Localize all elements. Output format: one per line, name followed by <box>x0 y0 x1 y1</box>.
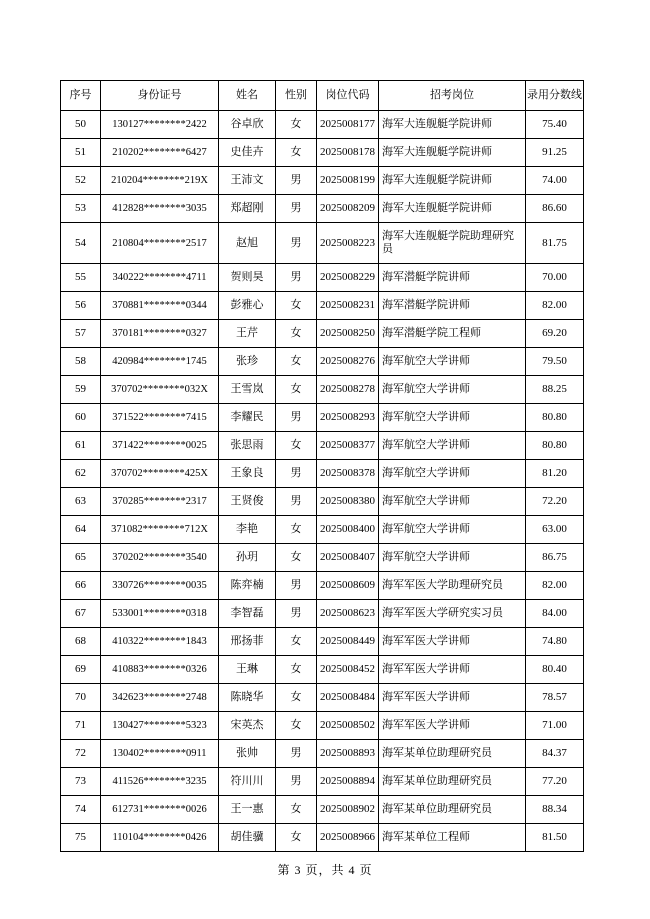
cell-position: 海军某单位工程师 <box>379 824 526 852</box>
cell-gender: 男 <box>276 404 317 432</box>
table-row <box>61 516 584 544</box>
cell-gender: 女 <box>276 139 317 167</box>
table-row <box>61 111 584 139</box>
cell-id-number: 370702********425X <box>101 460 219 488</box>
cell-id-number: 371082********712X <box>101 516 219 544</box>
cell-id-number: 330726********0035 <box>101 572 219 600</box>
cell-score-line: 86.60 <box>526 195 584 223</box>
cell-position-code: 2025008502 <box>317 712 379 740</box>
cell-name: 王琳 <box>219 656 276 684</box>
cell-index: 67 <box>61 600 101 628</box>
column-header-index: 序号 <box>61 81 101 111</box>
cell-gender: 女 <box>276 796 317 824</box>
cell-score-line: 79.50 <box>526 348 584 376</box>
cell-name: 王雪岚 <box>219 376 276 404</box>
cell-score-line: 86.75 <box>526 544 584 572</box>
cell-name: 胡佳骥 <box>219 824 276 852</box>
table-row <box>61 684 584 712</box>
cell-gender: 男 <box>276 460 317 488</box>
cell-name: 王象良 <box>219 460 276 488</box>
cell-id-number: 612731********0026 <box>101 796 219 824</box>
cell-name: 王芹 <box>219 320 276 348</box>
cell-gender: 男 <box>276 264 317 292</box>
cell-position: 海军军医大学讲师 <box>379 628 526 656</box>
cell-index: 71 <box>61 712 101 740</box>
cell-name: 邢扬菲 <box>219 628 276 656</box>
cell-name: 王沛文 <box>219 167 276 195</box>
cell-index: 55 <box>61 264 101 292</box>
cell-position-code: 2025008250 <box>317 320 379 348</box>
cell-index: 54 <box>61 223 101 264</box>
cell-name: 王一惠 <box>219 796 276 824</box>
table-row <box>61 264 584 292</box>
cell-score-line: 80.80 <box>526 432 584 460</box>
cell-score-line: 80.40 <box>526 656 584 684</box>
cell-gender: 女 <box>276 656 317 684</box>
cell-id-number: 110104********0426 <box>101 824 219 852</box>
cell-position-code: 2025008293 <box>317 404 379 432</box>
table-row <box>61 740 584 768</box>
cell-name: 史佳卉 <box>219 139 276 167</box>
cell-position: 海军潜艇学院工程师 <box>379 320 526 348</box>
cell-name: 符川川 <box>219 768 276 796</box>
cell-gender: 男 <box>276 600 317 628</box>
cell-position: 海军大连舰艇学院助理研究员 <box>379 223 526 264</box>
cell-name: 陈晓华 <box>219 684 276 712</box>
cell-index: 73 <box>61 768 101 796</box>
cell-id-number: 370881********0344 <box>101 292 219 320</box>
cell-name: 彭雅心 <box>219 292 276 320</box>
table-header-row <box>61 81 584 111</box>
cell-position: 海军大连舰艇学院讲师 <box>379 139 526 167</box>
cell-index: 53 <box>61 195 101 223</box>
cell-score-line: 77.20 <box>526 768 584 796</box>
cell-id-number: 411526********3235 <box>101 768 219 796</box>
cell-score-line: 91.25 <box>526 139 584 167</box>
cell-name: 李耀民 <box>219 404 276 432</box>
cell-position: 海军航空大学讲师 <box>379 544 526 572</box>
cell-position-code: 2025008223 <box>317 223 379 264</box>
cell-index: 52 <box>61 167 101 195</box>
cell-score-line: 80.80 <box>526 404 584 432</box>
cell-score-line: 81.50 <box>526 824 584 852</box>
cell-index: 57 <box>61 320 101 348</box>
cell-position: 海军大连舰艇学院讲师 <box>379 111 526 139</box>
cell-name: 宋英杰 <box>219 712 276 740</box>
cell-name: 贺则昊 <box>219 264 276 292</box>
cell-gender: 男 <box>276 167 317 195</box>
cell-id-number: 210804********2517 <box>101 223 219 264</box>
cell-gender: 女 <box>276 712 317 740</box>
cell-score-line: 88.25 <box>526 376 584 404</box>
cell-position-code: 2025008178 <box>317 139 379 167</box>
cell-id-number: 370702********032X <box>101 376 219 404</box>
cell-gender: 女 <box>276 376 317 404</box>
cell-gender: 女 <box>276 320 317 348</box>
cell-gender: 女 <box>276 111 317 139</box>
cell-position: 海军军医大学讲师 <box>379 656 526 684</box>
cell-score-line: 84.37 <box>526 740 584 768</box>
cell-index: 74 <box>61 796 101 824</box>
cell-position: 海军某单位助理研究员 <box>379 740 526 768</box>
cell-index: 61 <box>61 432 101 460</box>
cell-score-line: 70.00 <box>526 264 584 292</box>
cell-gender: 男 <box>276 488 317 516</box>
cell-index: 60 <box>61 404 101 432</box>
cell-gender: 女 <box>276 348 317 376</box>
cell-index: 70 <box>61 684 101 712</box>
cell-position-code: 2025008231 <box>317 292 379 320</box>
cell-position: 海军大连舰艇学院讲师 <box>379 195 526 223</box>
table-row <box>61 292 584 320</box>
cell-id-number: 130427********5323 <box>101 712 219 740</box>
cell-position: 海军军医大学讲师 <box>379 712 526 740</box>
cell-score-line: 81.75 <box>526 223 584 264</box>
column-header-score-line: 录用分数线 <box>526 81 584 111</box>
cell-gender: 男 <box>276 768 317 796</box>
cell-id-number: 340222********4711 <box>101 264 219 292</box>
cell-gender: 女 <box>276 432 317 460</box>
cell-position-code: 2025008609 <box>317 572 379 600</box>
cell-gender: 女 <box>276 516 317 544</box>
cell-score-line: 74.80 <box>526 628 584 656</box>
cell-index: 50 <box>61 111 101 139</box>
cell-score-line: 72.20 <box>526 488 584 516</box>
table-row <box>61 223 584 264</box>
cell-gender: 男 <box>276 740 317 768</box>
cell-gender: 男 <box>276 572 317 600</box>
cell-position: 海军某单位助理研究员 <box>379 768 526 796</box>
cell-name: 王贤俊 <box>219 488 276 516</box>
cell-id-number: 371422********0025 <box>101 432 219 460</box>
table-row <box>61 376 584 404</box>
column-header-id-number: 身份证号 <box>101 81 219 111</box>
cell-id-number: 533001********0318 <box>101 600 219 628</box>
recruitment-score-table <box>60 80 584 852</box>
cell-score-line: 82.00 <box>526 292 584 320</box>
cell-position: 海军潜艇学院讲师 <box>379 292 526 320</box>
cell-id-number: 410322********1843 <box>101 628 219 656</box>
cell-id-number: 342623********2748 <box>101 684 219 712</box>
cell-index: 56 <box>61 292 101 320</box>
table-row <box>61 768 584 796</box>
cell-position-code: 2025008199 <box>317 167 379 195</box>
cell-name: 李艳 <box>219 516 276 544</box>
table-row <box>61 572 584 600</box>
cell-name: 李智磊 <box>219 600 276 628</box>
cell-position: 海军军医大学讲师 <box>379 684 526 712</box>
table-row <box>61 404 584 432</box>
cell-position-code: 2025008400 <box>317 516 379 544</box>
cell-id-number: 130402********0911 <box>101 740 219 768</box>
cell-name: 郑超刚 <box>219 195 276 223</box>
cell-score-line: 71.00 <box>526 712 584 740</box>
cell-id-number: 210204********219X <box>101 167 219 195</box>
cell-score-line: 69.20 <box>526 320 584 348</box>
cell-index: 66 <box>61 572 101 600</box>
cell-index: 64 <box>61 516 101 544</box>
cell-index: 72 <box>61 740 101 768</box>
cell-position-code: 2025008229 <box>317 264 379 292</box>
cell-score-line: 75.40 <box>526 111 584 139</box>
cell-id-number: 420984********1745 <box>101 348 219 376</box>
cell-position-code: 2025008177 <box>317 111 379 139</box>
table-row <box>61 824 584 852</box>
cell-index: 62 <box>61 460 101 488</box>
table-row <box>61 167 584 195</box>
cell-score-line: 63.00 <box>526 516 584 544</box>
cell-position: 海军军医大学助理研究员 <box>379 572 526 600</box>
cell-gender: 女 <box>276 292 317 320</box>
page-indicator: 第 3 页，共 4 页 <box>277 863 373 877</box>
cell-position-code: 2025008276 <box>317 348 379 376</box>
column-header-gender: 性别 <box>276 81 317 111</box>
cell-gender: 男 <box>276 195 317 223</box>
cell-score-line: 82.00 <box>526 572 584 600</box>
cell-position-code: 2025008209 <box>317 195 379 223</box>
cell-gender: 女 <box>276 628 317 656</box>
cell-name: 赵旭 <box>219 223 276 264</box>
cell-score-line: 88.34 <box>526 796 584 824</box>
table-row <box>61 656 584 684</box>
cell-gender: 女 <box>276 824 317 852</box>
table-row <box>61 195 584 223</box>
cell-position: 海军航空大学讲师 <box>379 376 526 404</box>
table-row <box>61 488 584 516</box>
column-header-position: 招考岗位 <box>379 81 526 111</box>
cell-index: 63 <box>61 488 101 516</box>
cell-position: 海军大连舰艇学院讲师 <box>379 167 526 195</box>
table-row <box>61 600 584 628</box>
cell-position-code: 2025008623 <box>317 600 379 628</box>
cell-id-number: 370202********3540 <box>101 544 219 572</box>
cell-gender: 女 <box>276 544 317 572</box>
cell-name: 张帅 <box>219 740 276 768</box>
cell-id-number: 412828********3035 <box>101 195 219 223</box>
cell-position-code: 2025008449 <box>317 628 379 656</box>
cell-id-number: 370285********2317 <box>101 488 219 516</box>
table-row <box>61 320 584 348</box>
cell-position: 海军航空大学讲师 <box>379 348 526 376</box>
cell-name: 张珍 <box>219 348 276 376</box>
cell-position-code: 2025008484 <box>317 684 379 712</box>
cell-position: 海军潜艇学院讲师 <box>379 264 526 292</box>
cell-index: 58 <box>61 348 101 376</box>
cell-gender: 男 <box>276 223 317 264</box>
cell-index: 69 <box>61 656 101 684</box>
cell-id-number: 370181********0327 <box>101 320 219 348</box>
cell-position-code: 2025008894 <box>317 768 379 796</box>
cell-position: 海军航空大学讲师 <box>379 488 526 516</box>
cell-score-line: 81.20 <box>526 460 584 488</box>
cell-position-code: 2025008407 <box>317 544 379 572</box>
table-row <box>61 796 584 824</box>
cell-index: 75 <box>61 824 101 852</box>
cell-position-code: 2025008380 <box>317 488 379 516</box>
cell-position: 海军某单位助理研究员 <box>379 796 526 824</box>
table-row <box>61 139 584 167</box>
column-header-name: 姓名 <box>219 81 276 111</box>
cell-id-number: 410883********0326 <box>101 656 219 684</box>
table-body <box>61 111 584 852</box>
cell-position-code: 2025008452 <box>317 656 379 684</box>
cell-position-code: 2025008378 <box>317 460 379 488</box>
table-row <box>61 628 584 656</box>
cell-index: 68 <box>61 628 101 656</box>
cell-gender: 女 <box>276 684 317 712</box>
cell-position-code: 2025008902 <box>317 796 379 824</box>
cell-name: 陈弈楠 <box>219 572 276 600</box>
table-row <box>61 712 584 740</box>
column-header-position-code: 岗位代码 <box>317 81 379 111</box>
cell-position: 海军军医大学研究实习员 <box>379 600 526 628</box>
cell-name: 张思雨 <box>219 432 276 460</box>
cell-position-code: 2025008966 <box>317 824 379 852</box>
cell-id-number: 210202********6427 <box>101 139 219 167</box>
table-row <box>61 432 584 460</box>
cell-index: 65 <box>61 544 101 572</box>
table-row <box>61 460 584 488</box>
cell-name: 谷卓欣 <box>219 111 276 139</box>
cell-id-number: 371522********7415 <box>101 404 219 432</box>
cell-index: 59 <box>61 376 101 404</box>
cell-score-line: 84.00 <box>526 600 584 628</box>
cell-score-line: 78.57 <box>526 684 584 712</box>
cell-id-number: 130127********2422 <box>101 111 219 139</box>
cell-position-code: 2025008893 <box>317 740 379 768</box>
cell-position: 海军航空大学讲师 <box>379 460 526 488</box>
cell-name: 孙玥 <box>219 544 276 572</box>
table-row <box>61 348 584 376</box>
cell-position: 海军航空大学讲师 <box>379 432 526 460</box>
cell-position-code: 2025008278 <box>317 376 379 404</box>
cell-index: 51 <box>61 139 101 167</box>
cell-position-code: 2025008377 <box>317 432 379 460</box>
cell-position: 海军航空大学讲师 <box>379 516 526 544</box>
cell-position: 海军航空大学讲师 <box>379 404 526 432</box>
cell-score-line: 74.00 <box>526 167 584 195</box>
table-row <box>61 544 584 572</box>
